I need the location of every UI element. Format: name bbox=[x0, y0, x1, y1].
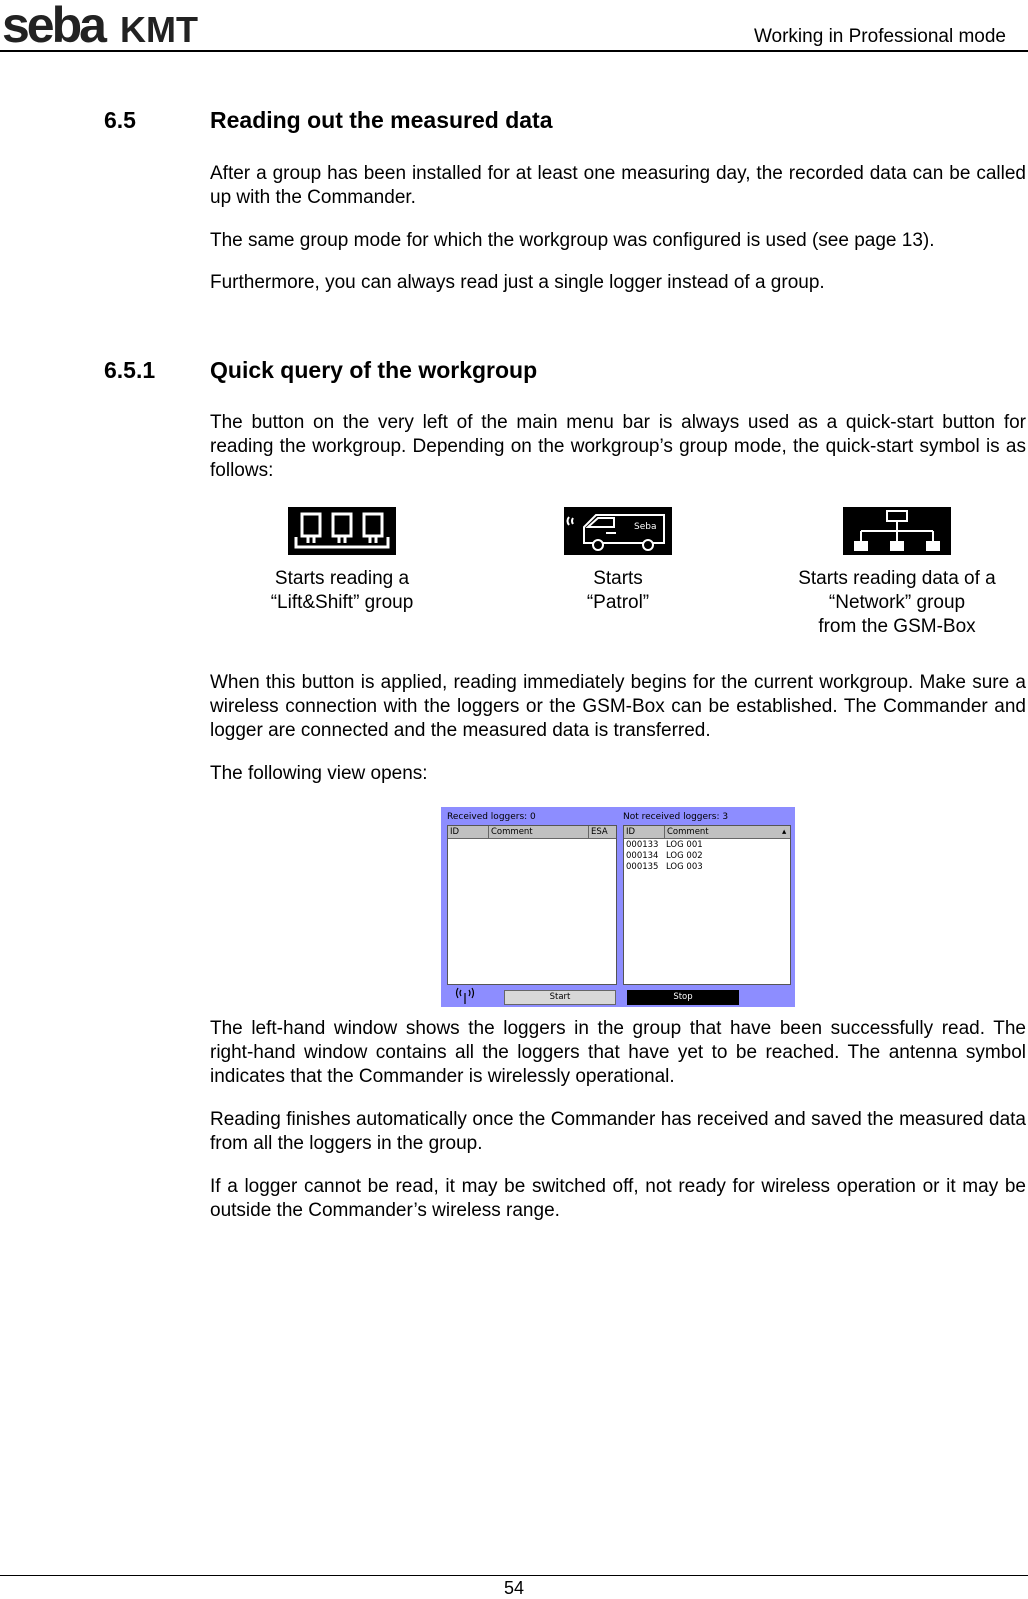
paragraph: Furthermore, you can always read just a single logger instead of a group. bbox=[210, 272, 825, 293]
received-list[interactable] bbox=[447, 825, 617, 985]
commander-screen bbox=[441, 807, 795, 1007]
icon-caption-line: “Patrol” bbox=[586, 592, 650, 613]
col-comment: Comment bbox=[488, 826, 533, 838]
paragraph: When this button is applied, reading immediately begins for the current workgroup. Make sure a wireless connection with the loggers or the GSM-Box can be established. The Commander and logger are connected and the measured data is transferred. bbox=[210, 672, 1026, 741]
subsection-number: 6.5.1 bbox=[104, 357, 156, 383]
list-header bbox=[624, 826, 790, 839]
received-title: Received loggers: 0 bbox=[447, 812, 536, 822]
section-heading bbox=[104, 107, 1004, 137]
page-header bbox=[0, 0, 1028, 54]
paragraph: The following view opens: bbox=[210, 763, 428, 784]
icon-caption-line: “Network” group bbox=[828, 592, 966, 613]
list-header bbox=[448, 826, 616, 839]
antenna-icon bbox=[455, 987, 475, 1005]
start-button[interactable]: Start bbox=[504, 990, 616, 1005]
header-divider bbox=[0, 50, 1028, 52]
patrol-item bbox=[508, 507, 728, 615]
section-number: 6.5 bbox=[104, 107, 136, 133]
row-comment: LOG 003 bbox=[666, 862, 703, 872]
row-id: 000133 bbox=[626, 840, 659, 850]
footer-divider bbox=[0, 1575, 1028, 1576]
icon-caption-line: Starts reading data of a bbox=[798, 568, 996, 589]
svg-text:seba: seba bbox=[2, 0, 104, 48]
paragraph: The left-hand window shows the loggers in the group that have been successfully read. The right-hand window contains all the loggers that have yet to be reached. The antenna symbol indicates that the Commander is wirelessly operational. bbox=[210, 1018, 1026, 1087]
not-received-title: Not received loggers: 3 bbox=[623, 812, 729, 822]
icon-caption-line: “Lift&Shift” group bbox=[270, 592, 414, 613]
patrol-van-icon bbox=[564, 507, 672, 555]
paragraph: After a group has been installed for at least one measuring day, the recorded data can be called up with the Commander. bbox=[210, 163, 1026, 208]
row-id: 000134 bbox=[626, 851, 659, 861]
col-comment: Comment bbox=[664, 826, 709, 838]
section-title: Reading out the measured data bbox=[210, 107, 553, 133]
col-id: ID bbox=[450, 827, 460, 837]
lift-shift-icon bbox=[288, 507, 396, 555]
col-id: ID bbox=[626, 827, 636, 837]
page-number: 54 bbox=[503, 1578, 525, 1598]
not-received-list[interactable] bbox=[623, 825, 791, 985]
paragraph: The button on the very left of the main menu bar is always used as a quick-start button for reading the workgroup. Depending on the workgroup’s group mode, the quick-start symbol is as follows: bbox=[210, 412, 1026, 481]
paragraph: If a logger cannot be read, it may be switched off, not ready for wireless operation or it may be outside the Commander’s wireless range. bbox=[210, 1176, 1026, 1221]
paragraph: The same group mode for which the workgroup was configured is used (see page 13). bbox=[210, 230, 935, 251]
icon-caption-line: from the GSM-Box bbox=[818, 616, 976, 637]
paragraph: Reading finishes automatically once the Commander has received and saved the measured data from all the loggers in the group. bbox=[210, 1109, 1026, 1154]
sebakmt-logo bbox=[2, 0, 232, 48]
network-item bbox=[767, 507, 1027, 639]
row-id: 000135 bbox=[626, 862, 659, 872]
van-label: Seba bbox=[634, 522, 657, 532]
row-comment: LOG 002 bbox=[666, 851, 703, 861]
col-esa: ESA bbox=[588, 826, 608, 838]
header-title: Working in Professional mode bbox=[753, 26, 1006, 47]
subsection-title: Quick query of the workgroup bbox=[210, 357, 538, 383]
row-comment: LOG 001 bbox=[666, 840, 703, 850]
lift-shift-item bbox=[232, 507, 452, 615]
icon-caption-line: Starts bbox=[593, 568, 643, 589]
stop-button[interactable]: Stop bbox=[627, 990, 739, 1005]
network-icon bbox=[843, 507, 951, 555]
sort-icon[interactable]: ▴ bbox=[782, 827, 787, 837]
icon-caption-line: Starts reading a bbox=[274, 568, 410, 589]
subsection-heading bbox=[104, 357, 1004, 387]
svg-text:KMT: KMT bbox=[120, 9, 198, 48]
